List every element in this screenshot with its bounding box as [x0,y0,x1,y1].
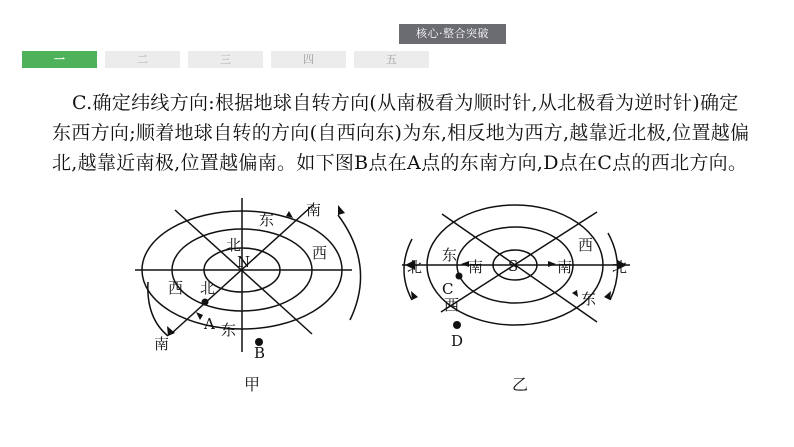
point-a-marker [202,299,209,306]
jia-west-inner-label: 西 [312,244,328,262]
yi-north-left-label: 北 [407,258,423,276]
jia-west-left-label: 西 [168,279,184,297]
caption-jia: 甲 [244,375,261,394]
caption-yi: 乙 [512,375,529,394]
jia-east-upper-label: 东 [259,211,275,229]
section-badge: 核心·整合突破 [399,24,506,44]
yi-south-right-label: 南 [557,258,573,276]
yi-north-right-label: 北 [612,258,628,276]
point-d-marker [453,321,461,329]
point-c-marker [456,273,463,280]
tab-5[interactable]: 五 [354,51,429,68]
jia-north-inner-label: 北 [226,236,242,254]
yi-west-right-label: 西 [578,236,594,254]
tab-1[interactable]: 一 [22,51,97,68]
yi-west-lower-label: 西 [444,296,460,314]
pole-n-label: N [237,253,251,271]
tab-3[interactable]: 三 [188,51,263,68]
jia-east-lower-label: 东 [221,321,237,339]
yi-south-left-label: 南 [468,258,484,276]
point-a-label: A [204,315,215,333]
jia-north-left-label: 北 [200,279,216,297]
yi-east-left-label: 东 [442,246,458,264]
point-c-label: C [442,280,454,298]
pole-s-label: S [508,257,519,275]
tab-4[interactable]: 四 [271,51,346,68]
jia-south-top-label: 南 [306,201,322,219]
tab-2[interactable]: 二 [105,51,180,68]
paragraph-text: C.确定纬线方向:根据地球自转方向(从南极看为顺时针,从北极看为逆时针)确定东西方向;顺着地球自转的方向(自西向东)为东,相反地为西方,越靠近北极,位置越偏北,越靠近南极,位置越偏南。如下图B点在A点的东南方向,D点在C点的西北方向。 [52,92,750,174]
jia-south-bottom-label: 南 [154,335,170,353]
point-b-label: B [254,344,266,362]
point-d-label: D [451,332,464,350]
yi-east-lower-label: 东 [581,290,597,308]
